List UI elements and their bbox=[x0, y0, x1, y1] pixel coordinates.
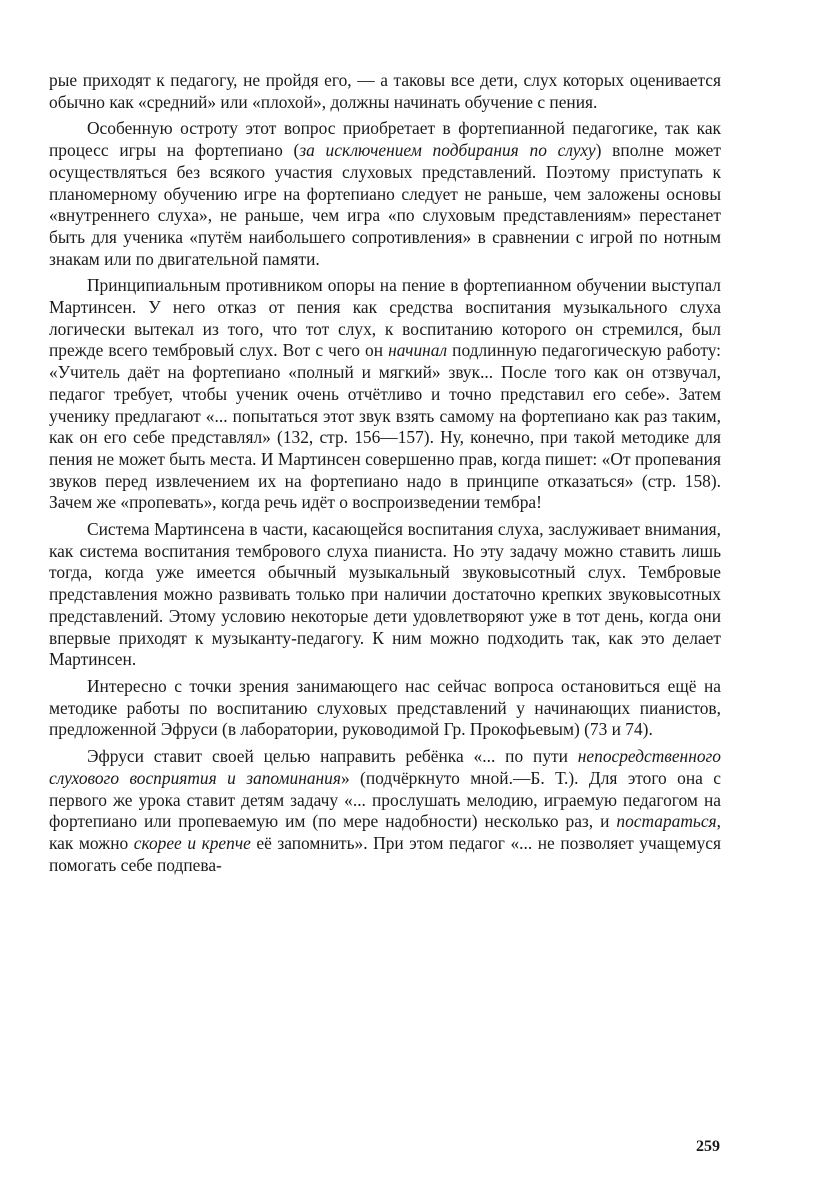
page-number: 259 bbox=[696, 1138, 720, 1155]
document-body bbox=[49, 70, 721, 881]
italic-emphasis: постараться bbox=[616, 811, 717, 832]
text-column bbox=[49, 70, 721, 876]
italic-emphasis: за исключением подбирания по слуху bbox=[299, 140, 596, 161]
paragraph bbox=[49, 746, 721, 876]
text-run: Интересно с точки зрения занимающего нас сейчас вопроса остановиться ещё на методике работы по воспитанию слуховых представлений у начинающих пианистов, предложенной Эфруси (в лаборатории, руководимой Гр. Прокофьевым) (73 и 74). bbox=[49, 675, 721, 740]
text-run: Особенную остроту этот вопрос приобретает в фортепианной педагогике, так как процесс игры на фортепиано ( bbox=[49, 118, 721, 161]
text-run: рые приходят к педагогу, не пройдя его, — а таковы все дети, слух которых оценивается обычно как «средний» или «плохой», должны начинать обучение с пения. bbox=[49, 70, 721, 112]
paragraph bbox=[49, 118, 721, 270]
text-run: Система Мартинсена в части, касающейся воспитания слуха, заслуживает внимания, как система воспитания тембрового слуха пианиста. Но эту задачу можно ставить лишь тогда, когда уже имеется обычный музыкальный звуковысотный слух. Тембровые представления можно развивать только при наличии достаточно крепких звуковысотных представлений. Этому условию некоторые дети удовлетворяют уже в тот день, когда они впервые приходят к музыканту-педагогу. К ним можно подходить так, как это делает Мартинсен. bbox=[49, 519, 721, 670]
text-run: ) вполне может осуществляться без всякого участия слуховых представлений. Поэтому приступать к планомерному обучению игре на фортепиано следует не раньше, чем заложены основы «внутреннего слуха», не раньше, чем игра «по слуховым представлениям» перестанет быть для ученика «путём наибольшего сопротивления» в сравнении с игрой по нотным знакам или по двигательной памяти. bbox=[49, 140, 721, 269]
paragraph bbox=[49, 275, 721, 514]
text-run: Эфруси ставит своей целью направить ребёнка «... по пути bbox=[87, 746, 578, 767]
paragraph bbox=[49, 70, 721, 113]
text-run: » (подчёркнуто мной.—Б. Т.). Для этого она с первого же урока ставит детям задачу «... прослушать мелодию, играемую педагогом на фортепиано или пропеваемую им (по мере надобности) несколько раз, и bbox=[49, 767, 722, 832]
italic-emphasis: непосредственного слухового восприятия и запоминания bbox=[49, 746, 721, 788]
text-run: подлинную педагогическую работу: «Учитель даёт на фортепиано «полный и мягкий» звук... После того как он отзвучал, педагог требует, чтобы ученик очень отчётливо и точно представил его себе». Затем ученику предлагают «... попытаться этот звук взять самому на фортепиано как раз таким, как он его себе представлял» (132, стр. 156—157). Ну, конечно, при такой методике для пения не может быть места. И Мартинсен совершенно прав, когда пишет: «От пропевания звуков перед извлечением их на фортепиано надо в принципе отказаться» (стр. 158). Зачем же «пропевать», когда речь идёт о воспроизведении тембра! bbox=[49, 340, 721, 513]
paragraph bbox=[49, 519, 721, 671]
text-run: её запомнить». При этом педагог «... не позволяет учащемуся помогать себе подпева- bbox=[49, 832, 721, 875]
italic-emphasis: начинал bbox=[388, 340, 448, 361]
paragraph bbox=[49, 676, 721, 741]
text-run: Принципиальным противником опоры на пение в фортепианном обучении выступал Мартинсен. У него отказ от пения как средства воспитания музыкального слуха логически вытекал из того, что тот слух, к воспитанию которого он стремился, был прежде всего тембровый слух. Вот с чего он bbox=[49, 275, 721, 361]
italic-emphasis: скорее и крепче bbox=[133, 832, 251, 853]
text-run: , как можно bbox=[49, 811, 721, 853]
